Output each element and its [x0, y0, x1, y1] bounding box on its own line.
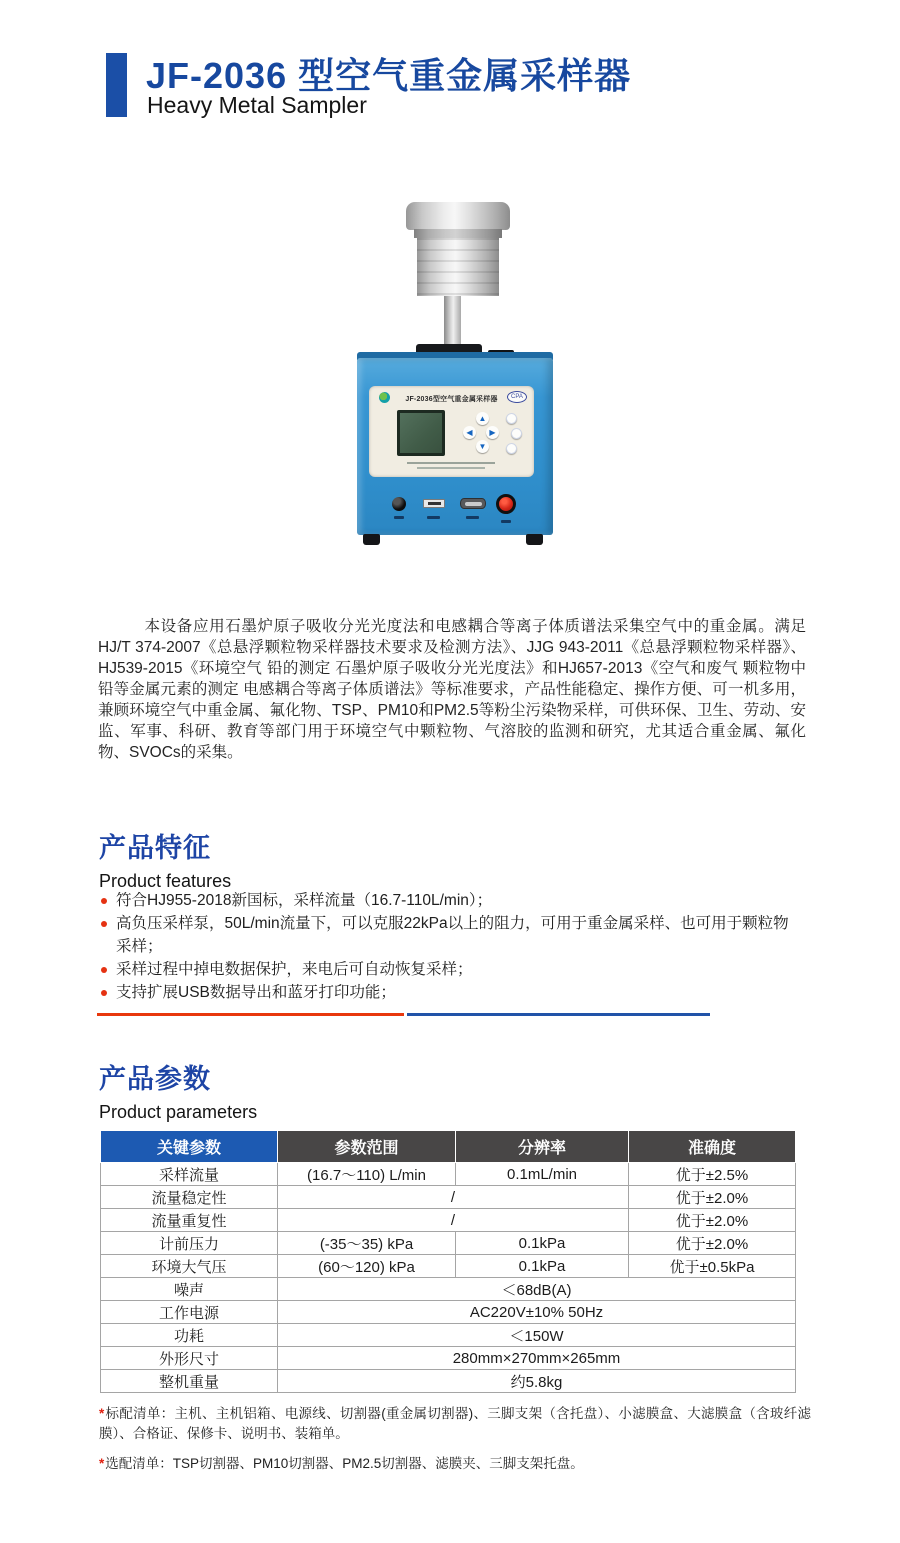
- panel-fine-print: [417, 467, 485, 469]
- port-label: [427, 516, 440, 519]
- features-heading-cn: 产品特征: [99, 833, 211, 863]
- lcd-screen: [397, 410, 445, 456]
- feature-item: [99, 912, 799, 958]
- feature-text: 符合HJ955-2018新国标，采样流量（16.7-110L/min）；: [116, 892, 493, 909]
- feature-item: [99, 958, 799, 981]
- divider-blue-segment: [407, 1013, 710, 1016]
- parameters-table: [100, 1130, 796, 1393]
- feature-item: [99, 981, 799, 1004]
- feature-text: 高负压采样泵，50L/min流量下，可以克服22kPa以上的阻力，可用于重金属采样、也可用于颗粒物采样；: [116, 915, 789, 955]
- function-button-3: [506, 443, 517, 454]
- feature-text: 采样过程中掉电数据保护，来电后可自动恢复采样；: [116, 961, 473, 978]
- table-row: [101, 1186, 796, 1209]
- feature-item: [99, 889, 799, 912]
- param-name: 计前压力: [101, 1232, 278, 1255]
- param-accuracy: 优于±2.0%: [629, 1209, 796, 1232]
- usb-port: [423, 499, 445, 508]
- section-divider: [97, 1013, 710, 1016]
- optional-list-note: [99, 1454, 811, 1474]
- inlet-support-column: [444, 296, 461, 348]
- device-panel-title: JF-2036型空气重金属采样器: [405, 396, 498, 403]
- table-row: [101, 1163, 796, 1186]
- param-name: 采样流量: [101, 1163, 278, 1186]
- feature-list: [99, 889, 799, 1004]
- param-value: 约5.8kg: [278, 1370, 796, 1393]
- param-value: 280mm×270mm×265mm: [278, 1347, 796, 1370]
- port-label: [394, 516, 404, 519]
- param-name: 功耗: [101, 1324, 278, 1347]
- param-range: /: [278, 1186, 629, 1209]
- param-value: ＜68dB(A): [278, 1278, 796, 1301]
- device-foot: [363, 534, 380, 545]
- note-text: 选配清单：TSP切割器、PM10切割器、PM2.5切割器、滤膜夹、三脚支架托盘。: [105, 1456, 584, 1471]
- param-resolution: 0.1kPa: [456, 1232, 629, 1255]
- page-title: JF-2036 型空气重金属采样器: [146, 55, 632, 96]
- feature-text: 支持扩展USB数据导出和蓝牙打印功能；: [116, 984, 396, 1001]
- page-subtitle: Heavy Metal Sampler: [147, 92, 367, 118]
- product-photo: [330, 168, 610, 588]
- control-panel: [369, 386, 534, 477]
- table-row: [101, 1255, 796, 1278]
- param-name: 流量稳定性: [101, 1186, 278, 1209]
- features-heading: [99, 826, 231, 892]
- param-range: (-35～35) kPa: [278, 1232, 456, 1255]
- fuse-knob: [392, 497, 406, 511]
- device-foot: [526, 534, 543, 545]
- port-label: [466, 516, 479, 519]
- bullet-dot-icon: [101, 921, 107, 927]
- column-header: 分辨率: [456, 1131, 629, 1163]
- param-name: 噪声: [101, 1278, 278, 1301]
- sampling-inlet-body: [417, 238, 499, 296]
- param-value: ＜150W: [278, 1324, 796, 1347]
- column-header: 参数范围: [278, 1131, 456, 1163]
- param-accuracy: 优于±0.5kPa: [629, 1255, 796, 1278]
- arrow-up-button: ▲: [476, 412, 489, 425]
- divider-red-segment: [97, 1013, 404, 1016]
- table-row: [101, 1370, 796, 1393]
- param-range: (16.7～110) L/min: [278, 1163, 456, 1186]
- table-row: [101, 1278, 796, 1301]
- product-description: 本设备应用石墨炉原子吸收分光光度法和电感耦合等离子体质谱法采集空气中的重金属。满足HJ/T 374-2007《总悬浮颗粒物采样器技术要求及检测方法》、JJG 943-2011《总悬浮颗粒物采样器》、HJ539-2015《环境空气 铅的测定 石墨炉原子吸收分光光度法》和HJ657-2013《空气和废气 颗粒物中铅等金属元素的测定 电感耦合等离子体质谱法》等标准要求，产品性能稳定、操作方便、可一机多用，兼顾环境空气中重金属、氟化物、TSP、PM10和PM2.5等粉尘污染物采样，可供环保、卫生、劳动、安监、军事、科研、教育等部门用于环境空气中颗粒物、气溶胶的监测和研究，尤其适合重金属、氟化物、SVOCs的采集。: [98, 618, 806, 761]
- panel-fine-print: [407, 462, 495, 464]
- bullet-dot-icon: [101, 990, 107, 996]
- parameters-heading-cn: 产品参数: [99, 1064, 211, 1094]
- param-name: 流量重复性: [101, 1209, 278, 1232]
- serial-port: [460, 498, 486, 509]
- title-accent-bar: [106, 53, 127, 117]
- arrow-right-button: ▶: [486, 426, 499, 439]
- column-header: 关键参数: [101, 1131, 278, 1163]
- column-header: 准确度: [629, 1131, 796, 1163]
- param-name: 环境大气压: [101, 1255, 278, 1278]
- param-range: /: [278, 1209, 629, 1232]
- cpa-badge-icon: CPA: [507, 391, 527, 403]
- footnotes: [99, 1404, 811, 1484]
- bullet-dot-icon: [101, 967, 107, 973]
- features-heading-en: Product features: [99, 871, 232, 891]
- param-name: 工作电源: [101, 1301, 278, 1324]
- function-button-2: [511, 428, 522, 439]
- port-label: [501, 520, 511, 523]
- table-row: [101, 1324, 796, 1347]
- table-row: [101, 1347, 796, 1370]
- function-button-1: [506, 413, 517, 424]
- asterisk-marker: *: [99, 1406, 105, 1421]
- power-button: [496, 494, 516, 514]
- table-row: [101, 1209, 796, 1232]
- param-resolution: 0.1mL/min: [456, 1163, 629, 1186]
- bullet-dot-icon: [101, 898, 107, 904]
- param-name: 外形尺寸: [101, 1347, 278, 1370]
- arrow-left-button: ◀: [463, 426, 476, 439]
- param-value: AC220V±10% 50Hz: [278, 1301, 796, 1324]
- parameters-heading: [99, 1057, 257, 1123]
- param-accuracy: 优于±2.5%: [629, 1163, 796, 1186]
- note-text: 标配清单：主机、主机铝箱、电源线、切割器(重金属切割器)、三脚支架（含托盘）、小滤膜盒、大滤膜盒（含玻纤滤膜）、合格证、保修卡、说明书、装箱单。: [99, 1406, 811, 1441]
- table-row: [101, 1301, 796, 1324]
- param-name: 整机重量: [101, 1370, 278, 1393]
- param-resolution: 0.1kPa: [456, 1255, 629, 1278]
- asterisk-marker: *: [99, 1456, 105, 1471]
- param-range: (60～120) kPa: [278, 1255, 456, 1278]
- param-accuracy: 优于±2.0%: [629, 1186, 796, 1209]
- sampling-inlet-cap: [406, 202, 510, 230]
- parameters-heading-en: Product parameters: [99, 1102, 258, 1122]
- table-row: [101, 1232, 796, 1255]
- table-header-row: [101, 1131, 796, 1163]
- standard-list-note: [99, 1404, 811, 1444]
- param-accuracy: 优于±2.0%: [629, 1232, 796, 1255]
- sampling-inlet-neck: [414, 229, 502, 238]
- arrow-down-button: ▼: [476, 440, 489, 453]
